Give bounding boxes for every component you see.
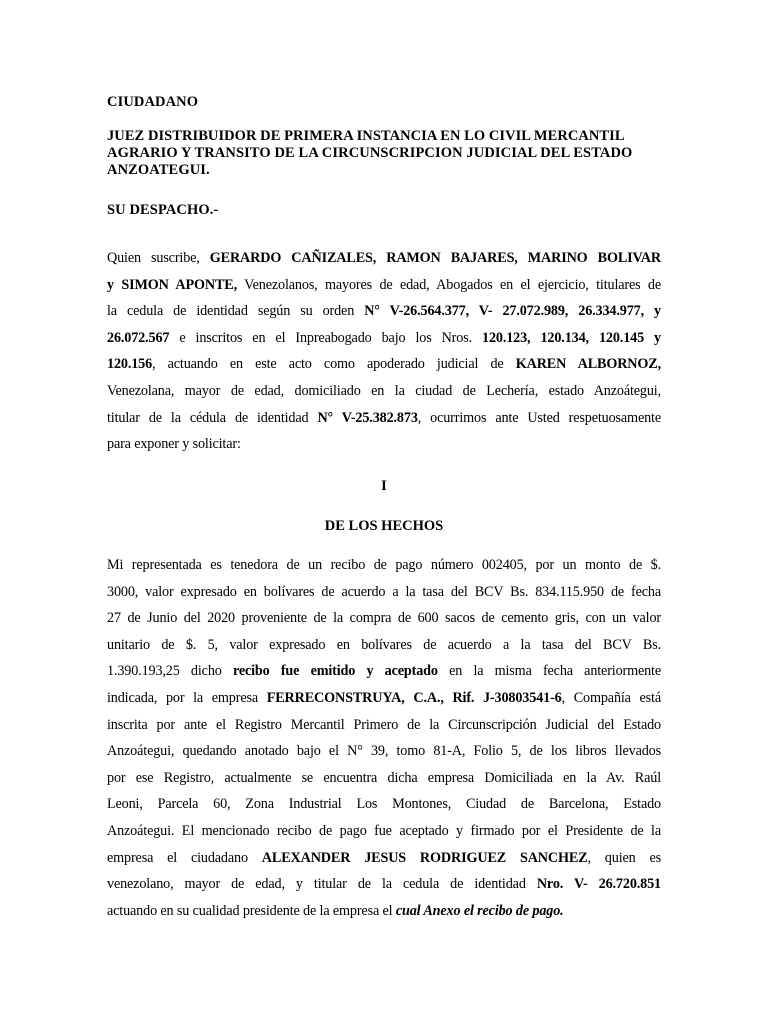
facts-line: 3000, valor expresado en bolívares de acuerdo a la tasa del BCV Bs. 834.115.950 de fecha xyxy=(107,583,661,600)
facts-line: Anzoátegui, quedando anotado bajo el N° 39, tomo 81-A, Folio 5, de los libros llevados xyxy=(107,743,661,760)
intro-line: titular de la cédula de identidad N° V-25.382.873, ocurrimos ante Usted respetuosamente xyxy=(107,409,661,426)
section-numeral: I xyxy=(381,478,387,494)
facts-line: Mi representada es tenedora de un recibo de pago número 002405, por un monto de $. xyxy=(107,557,661,573)
lawyer-names: GERARDO CAÑIZALES, RAMON BAJARES, MARINO BOLIVAR xyxy=(209,250,661,266)
court-heading-line: ANZOATEGUI. xyxy=(107,162,210,178)
intro-line: la cedula de identidad según su orden N° V-26.564.377, V- 27.072.989, 26.334.977, y xyxy=(107,303,661,320)
intro-line: 120.156, actuando en este acto como apoderado judicial de KAREN ALBORNOZ, xyxy=(107,356,661,373)
facts-line: 1.390.193,25 dicho recibo fue emitido y aceptado en la misma fecha anteriormente xyxy=(107,663,661,680)
facts-paragraph xyxy=(107,552,661,924)
facts-line: unitario de $. 5, valor expresado en bolívares de acuerdo a la tasa del BCV Bs. xyxy=(107,636,661,653)
facts-line: 27 de Junio del 2020 proveniente de la compra de 600 sacos de cemento gris, con un valor xyxy=(107,610,661,627)
lawyer-names: y SIMON APONTE, xyxy=(107,276,237,293)
facts-line: actuando en su cualidad presidente de la empresa el cual Anexo el recibo de pago. xyxy=(107,902,564,919)
facts-line: Anzoátegui. El mencionado recibo de pago fue aceptado y firmado por el Presidente de la xyxy=(107,822,661,839)
intro-line: 26.072.567 e inscritos en el Inpreabogado bajo los Nros. 120.123, 120.134, 120.145 y xyxy=(107,329,661,346)
company-name: FERRECONSTRUYA, C.A., Rif. J-30803541-6 xyxy=(266,689,562,706)
intro-paragraph xyxy=(107,245,661,458)
facts-line: venezolano, mayor de edad, y titular de la cedula de identidad Nro. V- 26.720.851 xyxy=(107,876,661,893)
president-name: ALEXANDER JESUS RODRIGUEZ SANCHEZ xyxy=(261,849,588,866)
intro-line: para exponer y solicitar: xyxy=(107,436,241,453)
inpreabogado-numbers: 120.123, 120.134, 120.145 y xyxy=(482,329,661,346)
facts-line: inscrita por ante el Registro Mercantil Primero de la Circunscripción Judicial del Estado xyxy=(107,716,661,733)
intro-line: Venezolana, mayor de edad, domiciliado en la ciudad de Lechería, estado Anzoátegui, xyxy=(107,382,661,399)
court-heading-line: JUEZ DISTRIBUIDOR DE PRIMERA INSTANCIA EN LO CIVIL MERCANTIL xyxy=(107,128,625,144)
court-heading xyxy=(107,128,667,179)
client-name: KAREN ALBORNOZ, xyxy=(515,356,661,373)
recipient-heading: CIUDADANO xyxy=(107,94,199,110)
office-heading: SU DESPACHO.- xyxy=(107,202,219,218)
facts-line: empresa el ciudadano ALEXANDER JESUS RODRIGUEZ SANCHEZ, quien es xyxy=(107,849,661,866)
facts-line: por ese Registro, actualmente se encuentra dicha empresa Domiciliada en la Av. Raúl xyxy=(107,769,661,786)
client-id: N° V-25.382.873 xyxy=(317,409,418,426)
president-id: Nro. V- 26.720.851 xyxy=(536,876,661,893)
intro-line: y SIMON APONTE, Venezolanos, mayores de edad, Abogados en el ejercicio, titulares de xyxy=(107,276,661,293)
annex-note: cual Anexo el recibo de pago. xyxy=(395,902,564,919)
inpreabogado-numbers: 120.156 xyxy=(107,356,153,373)
court-heading-line: AGRARIO Y TRANSITO DE LA CIRCUNSCRIPCION JUDICIAL DEL ESTADO xyxy=(107,145,633,161)
id-numbers: 26.072.567 xyxy=(107,329,170,346)
section-title: DE LOS HECHOS xyxy=(324,518,444,534)
facts-line: indicada, por la empresa FERRECONSTRUYA, C.A., Rif. J-30803541-6, Compañía está xyxy=(107,689,661,706)
id-numbers: N° V-26.564.377, V- 27.072.989, 26.334.977, y xyxy=(364,303,661,320)
intro-line: Quien suscribe, GERARDO CAÑIZALES, RAMON BAJARES, MARINO BOLIVAR xyxy=(107,250,661,266)
facts-line: Leoni, Parcela 60, Zona Industrial Los Montones, Ciudad de Barcelona, Estado xyxy=(107,796,661,813)
receipt-emphasis: recibo fue emitido y aceptado xyxy=(232,663,438,680)
